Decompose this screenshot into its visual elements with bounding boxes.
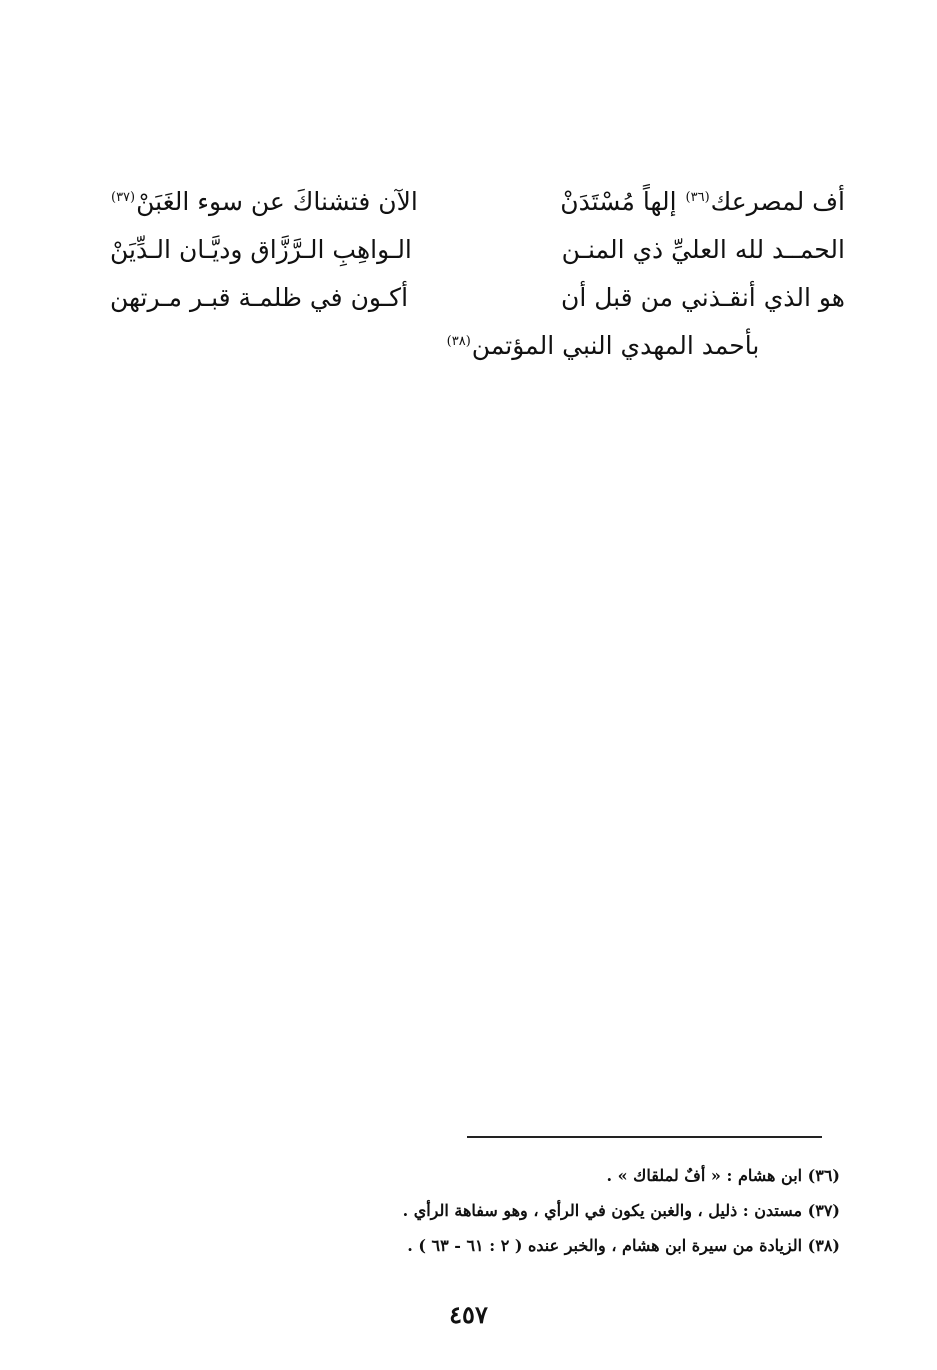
verse-1-text-a: أف لمصرعك [710,187,845,216]
verse-1-first-hemistich [560,178,845,226]
footnote-37: (٣٧) مستدن : ذليل ، والغبن يكون في الرأي ، وهو سفاهة الرأي . [402,1201,840,1220]
footnote-36: (٣٦) ابن هشام : « أفٌ لملقاك » . [606,1166,840,1185]
footnote-38: (٣٨) الزيادة من سيرة ابن هشام ، والخبر عنده ( ٢ : ٦١ - ٦٣ ) . [407,1236,840,1255]
footnote-ref-37: (٣٧) [111,189,136,205]
footnotes [330,1158,840,1263]
verse-2-second-hemistich: الـواهِبِ الـرَّزَّاق وديَّـان الـدِّيَنْ [110,235,412,264]
footnote-divider [467,1136,822,1138]
verse-1-text-b: إلهاً مُسْتَدَنْ [560,187,685,216]
verse-1-text-c: الآن فتشناكَ عن سوء الغَبَنْ [136,187,418,216]
verse-3 [110,274,845,322]
verse-3-second-hemistich: أكـون في ظلمـة قبـر مـرتهن [110,283,409,312]
verse-2-first-hemistich: الحمــد لله العليِّ ذي المنـن [561,235,845,264]
page-number: ٤٥٧ [449,1300,488,1329]
verse-1 [110,178,845,226]
verse-1-second-hemistich [110,178,418,226]
verse-3-first-hemistich: هو الذي أنقـذني من قبل أن [560,283,845,312]
verse-2 [110,226,845,274]
verse-4-hemistich [446,322,760,370]
poem [110,178,845,370]
verse-4 [110,322,845,370]
footnote-ref-36: (٣٦) [685,189,710,205]
verse-4-text: بأحمد المهدي النبي المؤتمن [471,331,760,360]
footnote-ref-38: (٣٨) [446,333,471,349]
